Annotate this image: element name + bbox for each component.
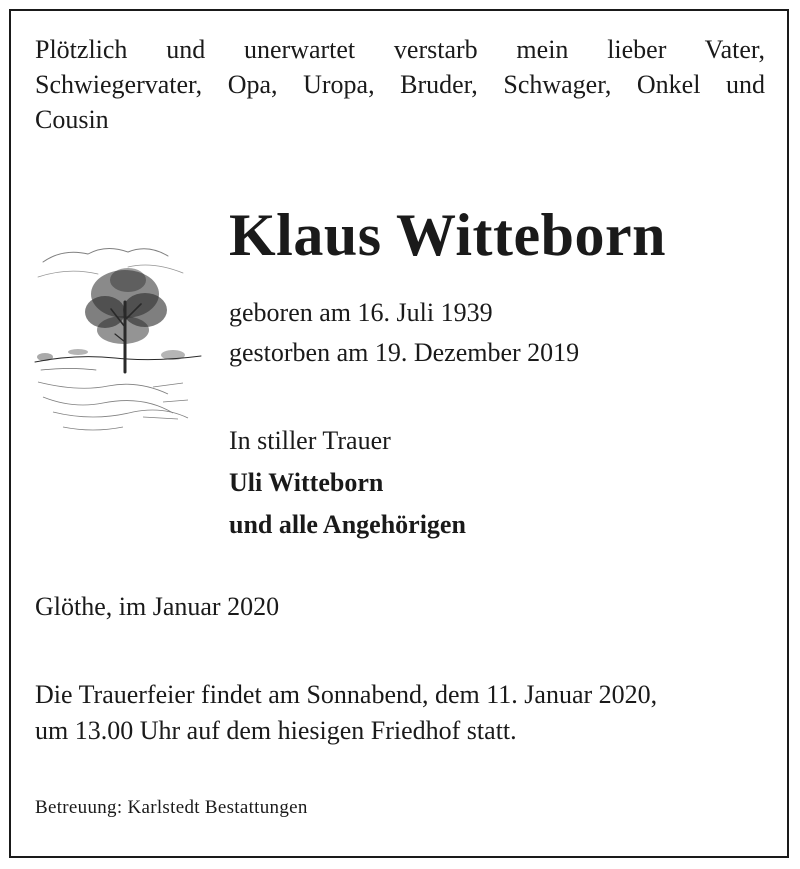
intro-line-1: Plötzlich und unerwartet verstarb mein lieber Vater, (35, 35, 765, 64)
funeral-home-credit: Betreuung: Karlstedt Bestattungen (35, 797, 308, 818)
mourner-others: und alle Angehörigen (229, 510, 466, 539)
mourner-name: Uli Witteborn (229, 468, 384, 497)
death-date: gestorben am 19. Dezember 2019 (229, 338, 580, 367)
place-date: Glöthe, im Januar 2020 (35, 592, 280, 621)
deceased-name: Klaus Witteborn (229, 202, 667, 268)
tree-landscape-icon (33, 222, 203, 447)
intro-text (35, 32, 765, 137)
birth-date: geboren am 16. Juli 1939 (229, 298, 493, 327)
ceremony-line-2: um 13.00 Uhr auf dem hiesigen Friedhof statt. (35, 716, 517, 745)
ceremony-line-1: Die Trauerfeier findet am Sonnabend, dem 11. Januar 2020, (35, 680, 658, 709)
mourners-block (229, 420, 466, 546)
ceremony-text (35, 677, 765, 749)
intro-line-2: Schwiegervater, Opa, Uropa, Bruder, Schwager, Onkel und (35, 70, 765, 99)
intro-line-3: Cousin (35, 105, 109, 134)
life-dates (229, 293, 579, 373)
mourners-intro: In stiller Trauer (229, 426, 391, 455)
